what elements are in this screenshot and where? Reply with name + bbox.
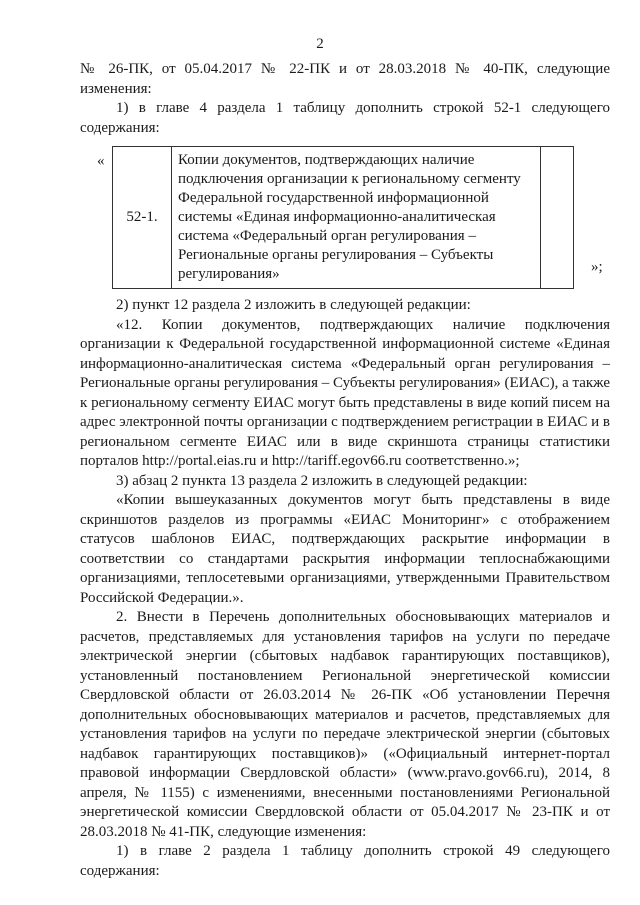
row-number: 52-1. [113, 147, 172, 289]
intro-block [80, 60, 610, 138]
section-2-item-1-heading: 1) в главе 2 раздела 1 таблицу дополнить строкой 49 следующего содержания: [80, 843, 610, 879]
table-row [113, 147, 574, 289]
clause-13-text: «Копии вышеуказанных документов могут быть представлены в виде скриншотов разделов из программы «ЕИАС Мониторинг» с отображением статусов шаблонов ЕИАС, подтверждающих раскрытие информации в соответствии со стандартами раскрытия информации теплоснабжающими организациями, теплосетевыми организациями, утвержденными Правительством Российской Федерации.». [80, 492, 610, 606]
table-open-quote: « [97, 153, 105, 169]
body-block [80, 296, 610, 881]
row-text: Копии документов, подтверждающих наличие подключения организации к региональному сегменту Федеральной государственной информационной системы «Единая информационно-аналитическая система «Федеральный орган регулирования – Региональные органы регулирования – Субъекты регулирования» [172, 147, 541, 289]
item-1-heading: 1) в главе 4 раздела 1 таблицу дополнить строкой 52-1 следующего содержания: [80, 100, 610, 136]
row-empty-cell [541, 147, 574, 289]
insert-table [112, 146, 574, 289]
clause-12-text: «12. Копии документов, подтверждающих наличие подключения организации к Федеральной государственной информационной системе «Единая информационно-аналитическая система «Федеральный орган регулирования – Региональные органы регулирования – Субъекты регулирования» (ЕИАС), а также к региональному сегменту ЕИАС могут быть представлены в виде копий писем на адрес электронной почты организации с подтверждением регистрации в ЕИАС и в региональном сегменте ЕИАС или в виде скриншота страницы статистики порталов http://portal.eias.ru и http://tariff.egov66.ru соответственно.»; [80, 316, 610, 469]
page-number: 2 [316, 36, 324, 52]
table-close-quote: »; [591, 259, 603, 275]
item-3-heading: 3) абзац 2 пункта 13 раздела 2 изложить в следующей редакции: [116, 472, 528, 489]
section-2-text: 2. Внести в Перечень дополнительных обосновывающих материалов и расчетов, представляемых для установления тарифов на услуги по передаче электрической энергии (сбытовых надбавок гарантирующих поставщиков), установленный постановлением Региональной энергетической комиссии Свердловской области от 26.03.2014 № 26-ПК «Об установлении Перечня дополнительных обосновывающих материалов и расчетов, представляемых для установления тарифов на услуги по передаче электрической энергии (сбытовых надбавок гарантирующих поставщиков)» («Официальный интернет-портал правовой информации Свердловской области» (www.pravo.gov66.ru), 2014, 8 апреля, № 1155) с изменениями, внесенными постановлениями Региональной энергетической комиссии Свердловской области от 05.04.2017 № 23-ПК и от 28.03.2018 № 41-ПК, следующие изменения: [80, 609, 610, 840]
intro-continuation: № 26-ПК, от 05.04.2017 № 22-ПК и от 28.03.2018 № 40-ПК, следующие изменения: [80, 61, 610, 97]
item-2-heading: 2) пункт 12 раздела 2 изложить в следующей редакции: [116, 297, 471, 313]
